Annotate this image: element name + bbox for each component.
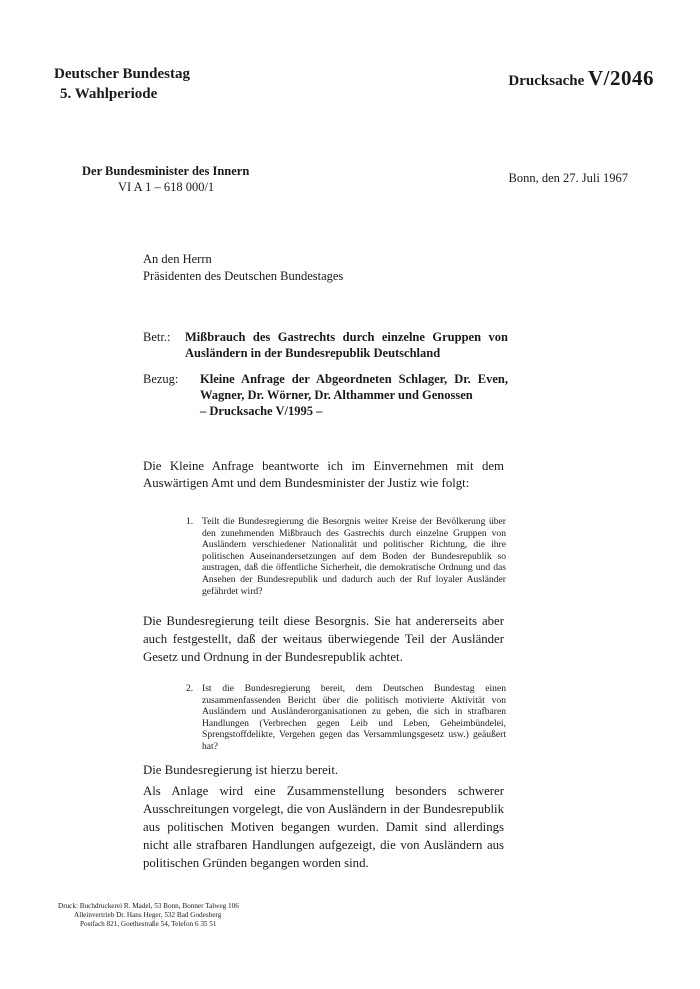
institution-name: Deutscher Bundestag bbox=[54, 66, 190, 82]
question-text: Ist die Bundesregierung bereit, dem Deutschen Bundestag einen zusammenfassenden Bericht über die politisch motivierte Aktivität von Ausländern und Ausländerorganisationen zu geben, die sich in strafbaren Handlungen (Verbrechen gegen Leib und Leben, Geheimbündelei, Sprengstoffdelikte, Vergehen gegen das Versammlungsgesetz usw.) geäußert hat? bbox=[202, 683, 506, 752]
recipient-block bbox=[143, 251, 343, 285]
question-1 bbox=[186, 516, 506, 597]
sender-block bbox=[82, 163, 249, 195]
answer-2-paragraph-1: Die Bundesregierung ist hierzu bereit. bbox=[143, 763, 339, 777]
drucksache-label: Drucksache bbox=[508, 73, 585, 89]
bezug-content bbox=[200, 371, 508, 419]
betr-text: Mißbrauch des Gastrechts durch einzelne Gruppen von Ausländern in der Bundesrepublik Deutschland bbox=[185, 330, 508, 360]
footer-line-2: Alleinvertrieb Dr. Hans Heger, 532 Bad Godesberg bbox=[74, 911, 222, 919]
question-number: 2. bbox=[186, 683, 194, 694]
printer-footer bbox=[58, 902, 239, 929]
sender-title: Der Bundesminister des Innern bbox=[82, 164, 250, 178]
answer-1: Die Bundesregierung teilt diese Besorgnis. Sie hat andererseits aber auch festgestellt, daß der weitaus überwiegende Teil der Ausländer Gesetz und Ordnung in der Bundesrepublik achtet. bbox=[143, 614, 504, 664]
bezug-doc: – Drucksache V/1995 – bbox=[200, 404, 323, 418]
question-2 bbox=[186, 683, 506, 753]
footer-line-1: Druck: Buchdruckerei R. Madel, 53 Bonn, Bonner Talweg 106 bbox=[58, 902, 239, 910]
footer-line-3: Postfach 821, Goethestraße 54, Telefon 6 35 51 bbox=[80, 920, 217, 928]
question-text: Teilt die Bundesregierung die Besorgnis weiter Kreise der Bevölkerung über den zunehmenden Mißbrauch des Gastrechts durch einzelne Gruppen von Ausländern verschiedener Nationalität und politischer Richtung, die ihre politischen Auseinandersetzungen auf dem Boden der Bundesrepublik so austragen, daß die öffentliche Sicherheit, die demokratische Ordnung und das Ansehen der Bundesrepublik und dadurch auch der Ruf loyaler Ausländer gefährdet wird? bbox=[202, 516, 506, 597]
betr-label: Betr.: bbox=[143, 330, 171, 344]
subject-block bbox=[143, 329, 508, 429]
legislative-period: 5. Wahlperiode bbox=[60, 86, 158, 102]
letter-date: Bonn, den 27. Juli 1967 bbox=[508, 171, 628, 185]
betr-row bbox=[143, 329, 508, 361]
question-number: 1. bbox=[186, 516, 194, 527]
bezug-text: Kleine Anfrage der Abgeordneten Schlager, Dr. Even, Wagner, Dr. Wörner, Dr. Althammer und Genossen bbox=[200, 372, 508, 402]
drucksache-number bbox=[508, 66, 654, 91]
document-header bbox=[54, 64, 190, 104]
bezug-label: Bezug: bbox=[143, 372, 179, 386]
sender-reference: VI A 1 – 618 000/1 bbox=[118, 180, 215, 194]
bezug-row bbox=[143, 371, 508, 419]
drucksache-value: V/2046 bbox=[588, 66, 654, 90]
recipient-line-2: Präsidenten des Deutschen Bundestages bbox=[143, 269, 344, 283]
intro-paragraph: Die Kleine Anfrage beantworte ich im Einvernehmen mit dem Auswärtigen Amt und dem Bundesminister der Justiz wie folgt: bbox=[143, 459, 504, 490]
answer-2-paragraph-2: Als Anlage wird eine Zusammenstellung besonders schwerer Ausschreitungen vorgelegt, die von Ausländern in der Bundesrepublik aus politischen Motiven begangen wurden. Damit sind allerdings nicht alle strafbaren Handlungen aufgezeigt, die von Ausländern aus politischen Gründen begangen worden sind. bbox=[143, 784, 504, 870]
recipient-line-1: An den Herrn bbox=[143, 252, 212, 266]
